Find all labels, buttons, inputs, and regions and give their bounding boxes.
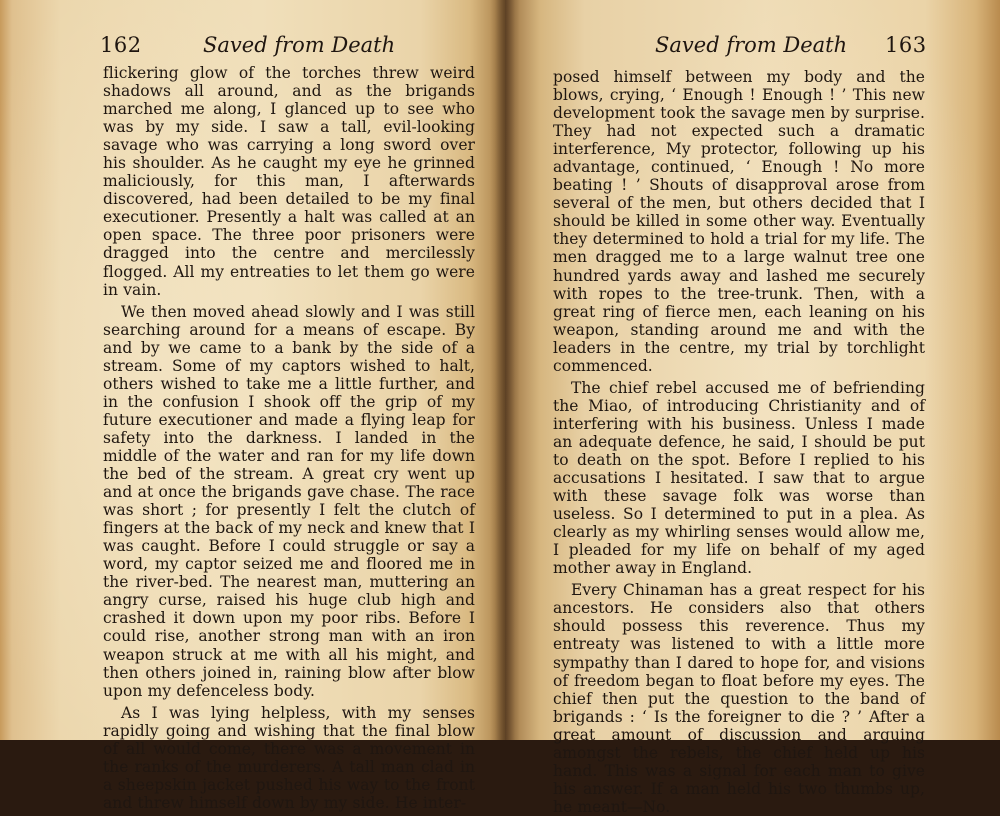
- paragraph: As I was lying helpless, with my senses rapidly going and wishing that the final blow of all would come, there was a movement in the ranks of the murderers. A tall man clad in a sheepskin jacket pushed his way to the front and threw himself down by my side. He inter-: [103, 703, 475, 812]
- paragraph: flickering glow of the torches threw weird shadows all around, and as the brigands marched me along, I glanced up to see who was by my side. I saw a tall, evil-looking savage who was carrying a long sword over his shoulder. As he caught my eye he grinned maliciously, for this man, I afterwards discovered, had been detailed to be my final executioner. Presently a halt was called at an open space. The three poor prisoners were dragged into the centre and mercilessly flogged. All my entreaties to let them go were in vain.: [103, 64, 475, 299]
- paragraph: We then moved ahead slowly and I was still searching around for a means of escape. By and by we came to a bank by the side of a stream. Some of my captors wished to halt, others wished to take me a little further, and in the confusion I shook off the grip of my future executioner and made a flying leap for safety into the darkness. I landed in the middle of the water and ran for my life down the bed of the stream. A great cry went up and at once the brigands gave chase. The race was short ; for presently I felt the clutch of fingers at the back of my neck and knew that I was caught. Before I could struggle or say a word, my captor seized me and floored me in the river-bed. The nearest man, muttering an angry curse, raised his huge club high and crashed it down upon my poor ribs. Before I could rise, another strong man with an iron weapon struck at me with all his might, and then others joined in, raining blow after blow upon my defenceless body.: [103, 302, 475, 700]
- right-page: [505, 0, 1000, 816]
- running-title: Saved from Death: [203, 33, 396, 57]
- page-number: 162: [100, 33, 142, 57]
- paragraph: The chief rebel accused me of befriending the Miao, of introducing Christianity and of interfering with his business. Unless I made an adequate defence, he said, I should be put to death on the spot. Before I replied to his accusations I hesitated. I saw that to argue with these savage folk was worse than useless. So I determined to put in a plea. As clearly as my whirling senses would allow me, I pleaded for my life on behalf of my aged mother away in England.: [553, 378, 925, 578]
- page-number: 163: [885, 33, 927, 57]
- left-page-body: [103, 64, 475, 812]
- running-title: Saved from Death: [655, 33, 848, 57]
- paragraph: posed himself between my body and the blows, crying, ‘ Enough ! Enough ! ’ This new development took the savage men by surprise. They had not expected such a dramatic interference, My protector, following up his advantage, continued, ‘ Enough ! No more beating ! ’ Shouts of disapproval arose from several of the men, but others decided that I should be killed in some other way. Eventually they determined to hold a trial for my life. The men dragged me to a large walnut tree one hundred yards away and lashed me securely with ropes to the tree-trunk. Then, with a great ring of fierce men, each leaning on his weapon, standing around me and with the leaders in the centre, my trial by torchlight commenced.: [553, 68, 925, 375]
- right-page-body: [553, 68, 925, 816]
- paragraph: Every Chinaman has a great respect for his ancestors. He considers also that others should possess this reverence. Thus my entreaty was listened to with a little more sympathy than I dared to hope for, and visions of freedom began to float before my eyes. The chief then put the question to the band of brigands : ‘ Is the foreigner to die ? ’ After a great amount of discussion and arguing amongst the rebels, the chief held up his hand. This was a signal for each man to give his answer. If a man held his two thumbs up, he meant—No.: [553, 581, 925, 816]
